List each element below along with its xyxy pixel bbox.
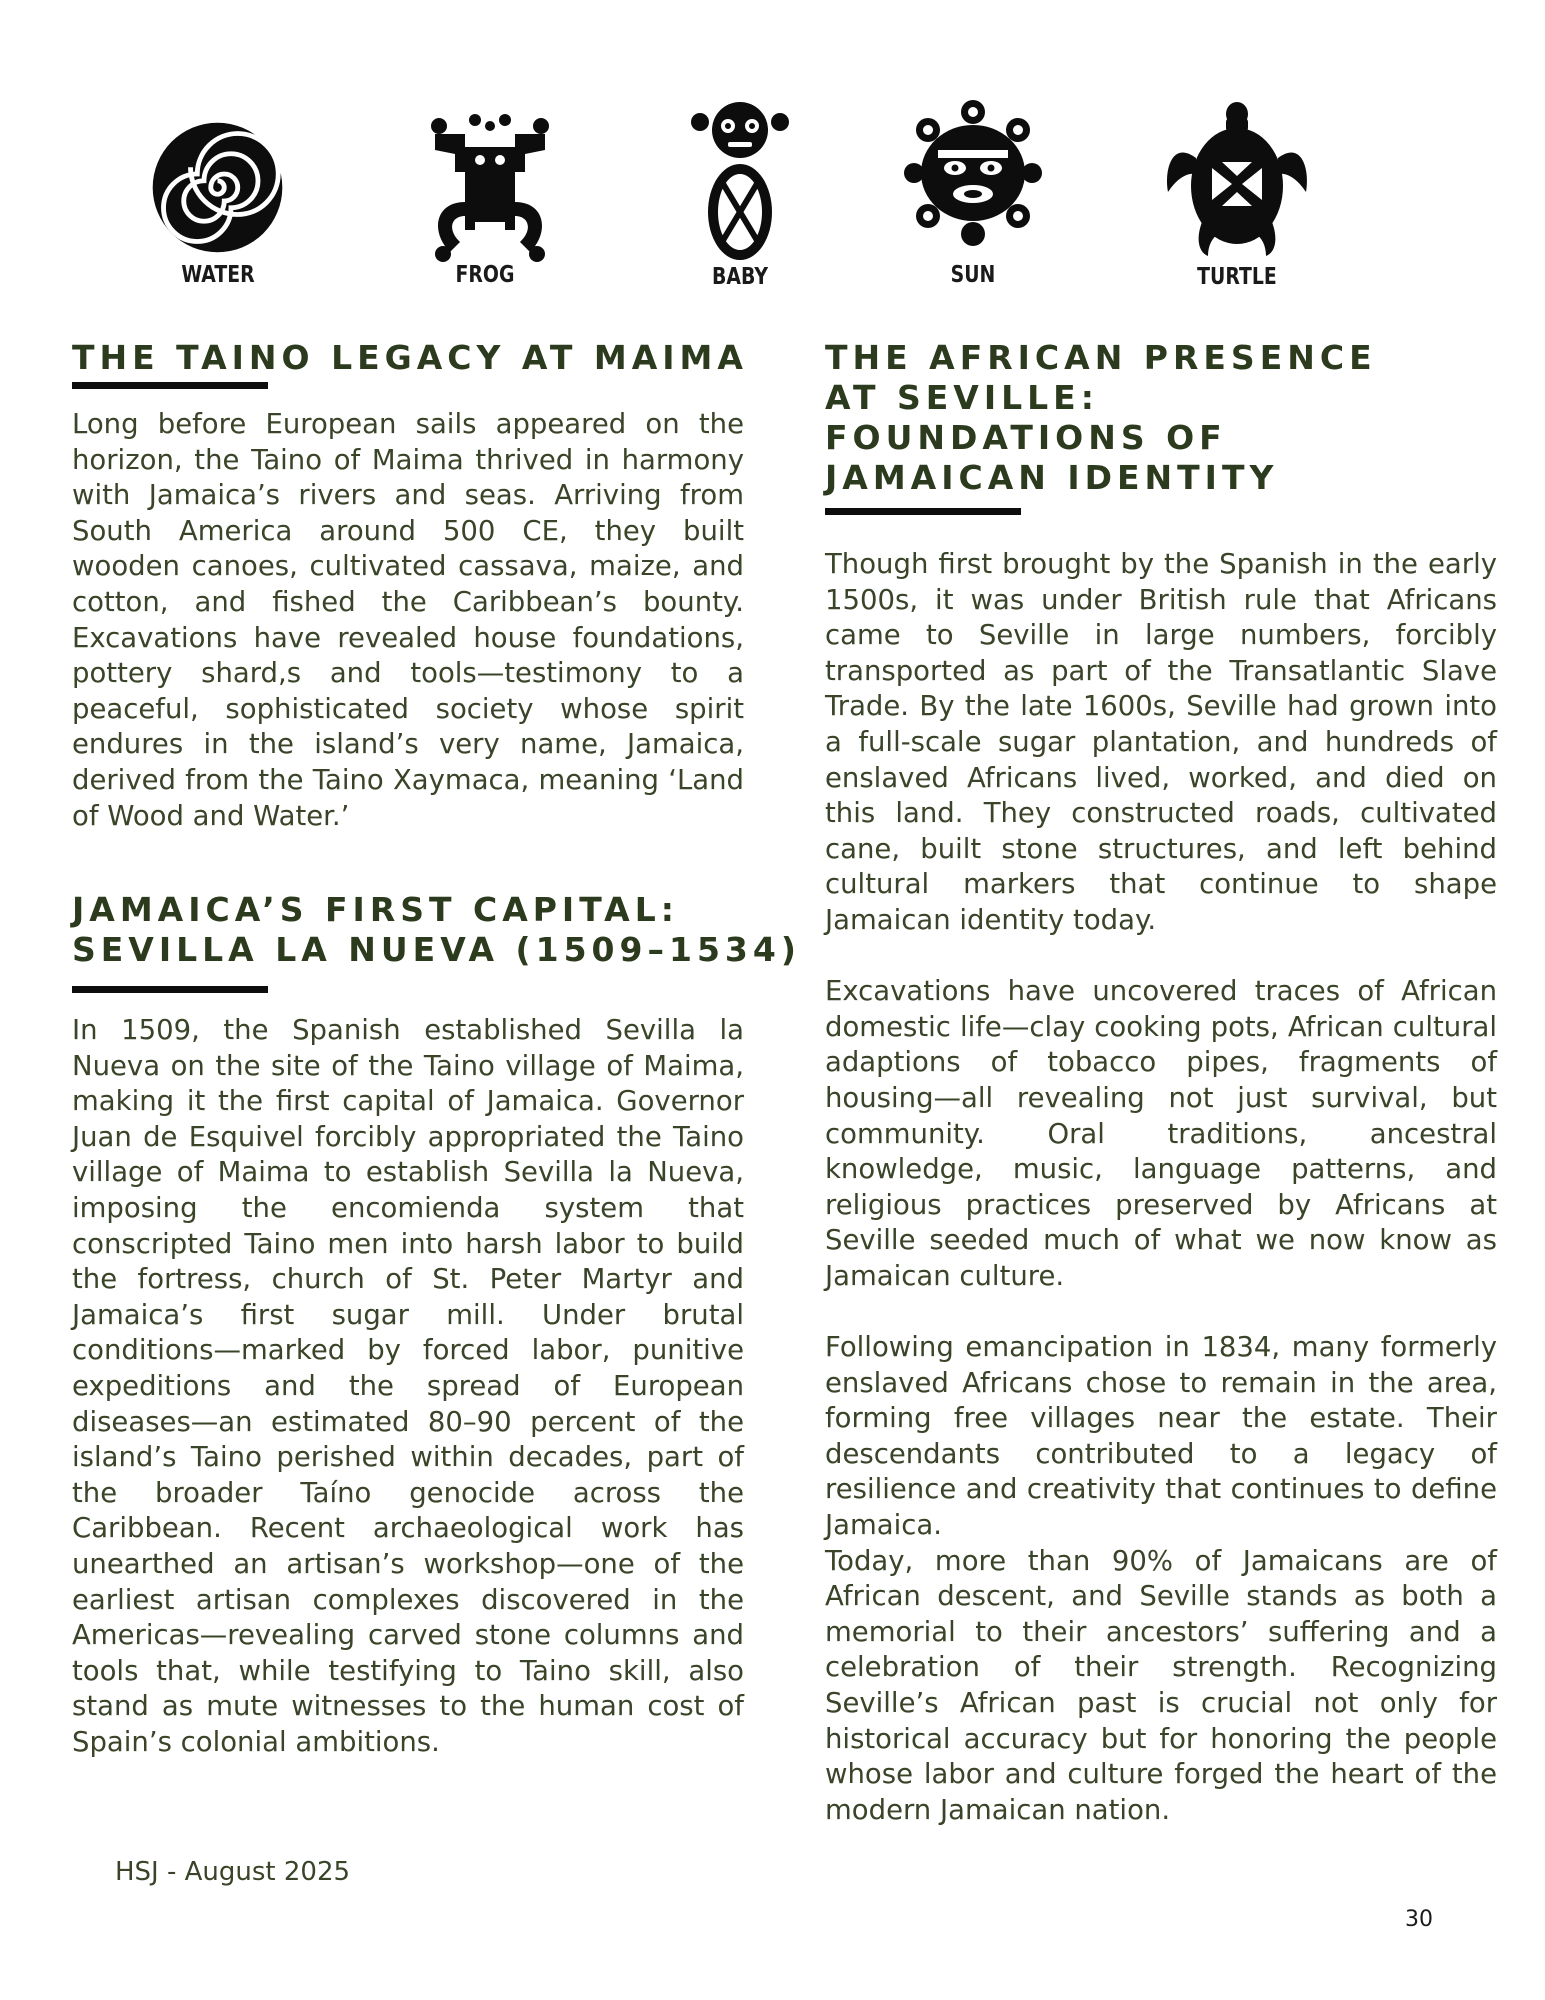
african-presence-heading-line4: JAMAICAN IDENTITY — [825, 458, 1279, 497]
water-label: WATER — [181, 262, 255, 288]
african-presence-heading-line2: AT SEVILLE: — [825, 378, 1099, 417]
turtle-icon — [1162, 100, 1312, 260]
african-presence-body — [825, 547, 1497, 1828]
african-presence-paragraph-4: Today, more than 90% of Jamaicans are of African descent, and Seville stands as both a memorial to their ancestors’ suffering and a celebration of their strength. Recognizing Seville’s African past is crucial not only for historical accuracy but for honoring the people whose labor and culture forged the heart of the modern Jamaican nation. — [825, 1544, 1497, 1826]
african-presence-heading-line1: THE AFRICAN PRESENCE — [825, 338, 1377, 377]
frog-label: FROG — [455, 262, 515, 288]
sun-label: SUN — [950, 262, 996, 288]
frog-symbol — [425, 112, 555, 262]
frog-coqui-icon — [425, 112, 555, 262]
baby-symbol — [690, 100, 790, 262]
african-presence-paragraph-3: Following emancipation in 1834, many formerly enslaved Africans chose to remain in the area, forming free villages near the estate. Their descendants contributed to a legacy of resilience and creativity that continues to define Jamaica. — [825, 1331, 1497, 1542]
water-spiral-icon — [150, 120, 285, 255]
water-symbol — [150, 120, 285, 255]
first-capital-paragraph: In 1509, the Spanish established Sevilla la Nueva on the site of the Taino village of Maima, making it the first capital of Jamaica. Governor Juan de Esquivel forcibly appropriated the Taino village of Maima to establish Sevilla la Nueva, imposing the encomienda system that conscripted Taino men into harsh labor to build the fortress, church of St. Peter Martyr and Jamaica’s first sugar mill. Under brutal conditions—marked by forced labor, punitive expeditions and the spread of European diseases—an estimated 80–90 percent of the island’s Taino perished within decades, part of the broader Taíno genocide across the Caribbean. Recent archaeological work has unearthed an artisan’s workshop—one of the earliest artisan complexes discovered in the Americas—revealing carved stone columns and tools that, while testifying to Taino skill, also stand as mute witnesses to the human cost of Spain’s colonial ambitions. — [72, 1014, 744, 1758]
first-capital-heading-line1: JAMAICA’S FIRST CAPITAL: — [72, 890, 679, 929]
turtle-label: TURTLE — [1197, 264, 1277, 290]
first-capital-heading-line2: SEVILLA LA NUEVA (1509–1534) — [72, 930, 801, 969]
african-presence-paragraph-2: Excavations have uncovered traces of African domestic life—clay cooking pots, African cultural adaptions of tobacco pipes, fragments of housing—all revealing not just survival, but community. Oral traditions, ancestral knowledge, music, language patterns, and religious practices preserved by Africans at Seville seeded much of what we now know as Jamaican culture. — [825, 975, 1497, 1292]
first-capital-rule — [72, 986, 268, 993]
african-presence-rule — [825, 508, 1021, 515]
sun-face-icon — [898, 98, 1048, 248]
taino-legacy-rule — [72, 382, 268, 389]
publication-footer: HSJ - August 2025 — [115, 1857, 351, 1887]
page-number: 30 — [1405, 1907, 1433, 1932]
taino-legacy-heading: THE TAINO LEGACY AT MAIMA — [72, 338, 748, 377]
african-presence-heading-line3: FOUNDATIONS OF — [825, 418, 1227, 457]
african-presence-paragraph-1: Though first brought by the Spanish in the early 1500s, it was under British rule that Africans came to Seville in large numbers, forcibly transported as part of the Transatlantic Slave Trade. By the late 1600s, Seville had grown into a full-scale sugar plantation, and hundreds of enslaved Africans lived, worked, and died on this land. They constructed roads, cultivated cane, built stone structures, and left behind cultural markers that continue to shape Jamaican identity today. — [825, 548, 1497, 936]
sun-symbol — [898, 98, 1048, 248]
baby-figure-icon — [690, 100, 790, 262]
baby-label: BABY — [712, 264, 768, 290]
turtle-symbol — [1162, 100, 1312, 260]
taino-legacy-paragraph: Long before European sails appeared on the horizon, the Taino of Maima thrived in harmony with Jamaica’s rivers and seas. Arriving from South America around 500 CE, they built wooden canoes, cultivated cassava, maize, and cotton, and fished the Caribbean’s bounty. Excavations have revealed house foundations, pottery shard,s and tools—testimony to a peaceful, sophisticated society whose spirit endures in the island’s very name, Jamaica, derived from the Taino Xaymaca, meaning ‘Land of Wood and Water.’ — [72, 408, 744, 832]
